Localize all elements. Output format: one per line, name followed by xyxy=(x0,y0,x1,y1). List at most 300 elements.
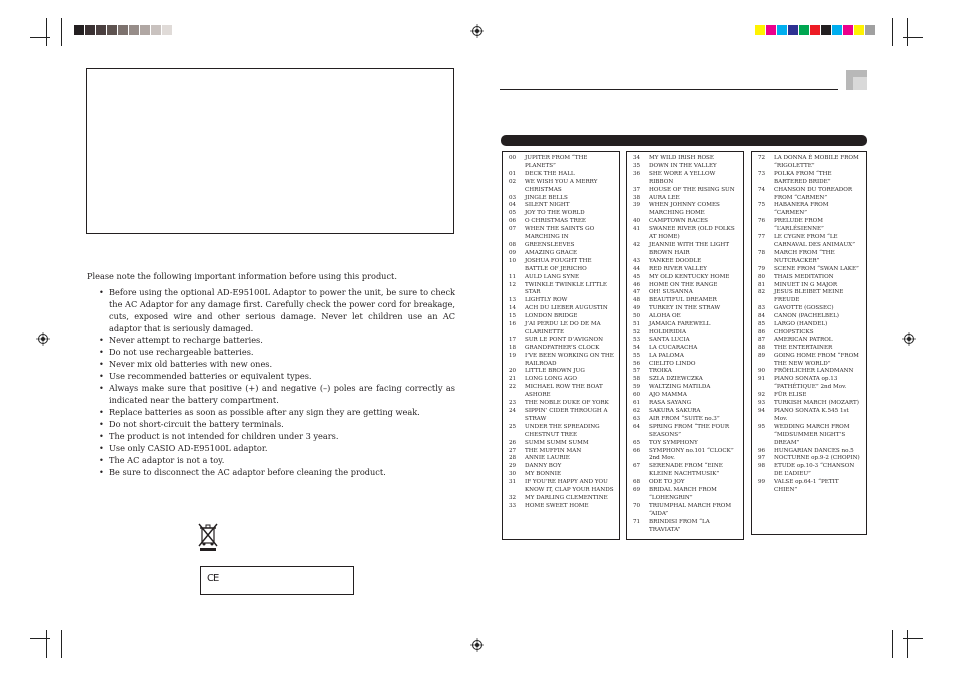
ce-mark-box xyxy=(200,566,354,595)
song-number: 92 xyxy=(758,392,766,399)
song-row xyxy=(627,282,743,290)
song-title: THAIS MEDITATION xyxy=(774,273,834,280)
song-number: 60 xyxy=(633,392,641,399)
song-row xyxy=(627,337,743,345)
song-row xyxy=(503,448,619,456)
song-title: MINUET IN G MAJOR xyxy=(774,281,838,288)
song-row xyxy=(752,250,866,266)
song-row xyxy=(752,289,866,305)
color-swatch xyxy=(843,25,854,35)
song-number: 44 xyxy=(633,265,641,272)
song-row xyxy=(627,353,743,361)
song-number: 00 xyxy=(509,155,517,161)
song-title: CHANSON DU TOREADOR FROM “CARMEN” xyxy=(774,186,853,201)
song-row xyxy=(752,479,866,495)
song-number: 15 xyxy=(509,313,517,320)
song-row xyxy=(752,424,866,448)
notice-item: • Never attempt to recharge batteries. xyxy=(87,334,455,346)
song-number: 76 xyxy=(758,218,766,225)
color-swatch xyxy=(118,25,129,35)
song-number: 31 xyxy=(509,479,517,486)
song-title: RASA SAYANG xyxy=(649,400,692,407)
color-calibration-bar xyxy=(755,25,876,35)
song-row xyxy=(627,503,743,519)
song-title: POLKA FROM “THE BARTERED BRIDE” xyxy=(774,170,832,185)
song-title: HOUSE OF THE RISING SUN xyxy=(649,186,735,193)
song-title: CIELITO LINDO xyxy=(649,360,696,367)
color-swatch xyxy=(129,25,140,35)
song-row xyxy=(503,155,619,171)
song-row xyxy=(627,368,743,376)
song-title: LA PALOMA xyxy=(649,352,684,359)
song-number: 57 xyxy=(633,368,641,375)
song-row xyxy=(752,353,866,369)
song-number: 59 xyxy=(633,384,641,391)
song-list-column-2 xyxy=(626,151,744,540)
blank-content-box xyxy=(86,68,454,234)
song-title: HABANERA FROM “CARMEN” xyxy=(774,202,829,217)
crop-mark xyxy=(903,638,923,639)
song-number: 83 xyxy=(758,305,766,312)
song-row xyxy=(627,345,743,353)
song-number: 27 xyxy=(509,447,517,454)
song-title: JOY TO THE WORLD xyxy=(525,210,585,217)
song-row xyxy=(503,353,619,369)
song-title: GAVOTTE (GOSSEC) xyxy=(774,305,834,312)
song-row xyxy=(627,400,743,408)
song-number: 56 xyxy=(633,360,641,367)
song-title: NOCTURNE op.9-2 (CHOPIN) xyxy=(774,455,860,462)
color-swatch xyxy=(777,25,788,35)
song-number: 01 xyxy=(509,170,517,177)
song-row xyxy=(627,479,743,487)
song-number: 35 xyxy=(633,162,641,169)
song-title: CAMPTOWN RACES xyxy=(649,218,708,225)
song-number: 74 xyxy=(758,186,766,193)
song-title: TURKISH MARCH (MOZART) xyxy=(774,400,859,407)
song-title: MARCH FROM “THE NUTCRACKER” xyxy=(774,249,835,264)
song-row xyxy=(503,195,619,203)
song-title: SYMPHONY no.101 “CLOCK” 2nd Mov. xyxy=(649,447,734,462)
song-title: JOSHUA FOUGHT THE BATTLE OF JERICHO xyxy=(525,257,592,272)
song-row xyxy=(627,384,743,392)
song-row xyxy=(627,416,743,424)
song-number: 06 xyxy=(509,218,517,225)
song-row xyxy=(752,234,866,250)
song-title: VALSE op.64-1 “PETIT CHIEN” xyxy=(774,479,839,494)
song-row xyxy=(503,400,619,408)
song-row xyxy=(503,337,619,345)
crop-mark xyxy=(46,630,47,658)
song-number: 75 xyxy=(758,202,766,209)
song-list-column-3 xyxy=(751,151,867,535)
song-number: 45 xyxy=(633,273,641,280)
song-row xyxy=(752,408,866,424)
song-row xyxy=(627,487,743,503)
song-title: MY OLD KENTUCKY HOME xyxy=(649,273,730,280)
song-row xyxy=(752,218,866,234)
song-row xyxy=(627,242,743,258)
song-row xyxy=(752,155,866,171)
song-title: SERENADE FROM “EINE KLEINE NACHTMUSIK” xyxy=(649,463,723,478)
song-title: AMERICAN PATROL xyxy=(774,336,833,343)
song-title: AJO MAMMA xyxy=(649,392,687,399)
song-title: SANTA LUCIA xyxy=(649,336,690,343)
song-number: 03 xyxy=(509,194,517,201)
song-title: MY WILD IRISH ROSE xyxy=(649,155,714,161)
song-row xyxy=(503,463,619,471)
song-number: 41 xyxy=(633,226,641,233)
song-title: CANON (PACHELBEL) xyxy=(774,313,839,320)
song-number: 61 xyxy=(633,400,641,407)
crop-mark xyxy=(30,638,50,639)
song-number: 50 xyxy=(633,313,641,320)
song-row xyxy=(503,305,619,313)
song-row xyxy=(627,266,743,274)
song-row xyxy=(627,463,743,479)
song-row xyxy=(503,440,619,448)
song-row xyxy=(503,313,619,321)
song-number: 78 xyxy=(758,249,766,256)
song-title: WHEN JOHNNY COMES MARCHING HOME xyxy=(649,202,720,217)
song-row xyxy=(752,305,866,313)
song-number: 43 xyxy=(633,257,641,264)
song-number: 79 xyxy=(758,265,766,272)
song-number: 16 xyxy=(509,321,517,328)
song-number: 37 xyxy=(633,186,641,193)
song-row xyxy=(627,274,743,282)
song-row xyxy=(627,408,743,416)
song-row xyxy=(627,297,743,305)
song-row xyxy=(752,368,866,376)
song-title: THE MUFFIN MAN xyxy=(525,447,582,454)
color-swatch xyxy=(865,25,876,35)
song-row xyxy=(503,479,619,495)
song-title: LITTLE BROWN JUG xyxy=(525,368,585,375)
crop-mark xyxy=(46,18,47,46)
song-row xyxy=(503,495,619,503)
song-title: SILENT NIGHT xyxy=(525,202,570,209)
song-title: LARGO (HANDEL) xyxy=(774,321,828,328)
song-row xyxy=(503,250,619,258)
song-title: YANKEE DOODLE xyxy=(649,257,702,264)
notice-item: • Use recommended batteries or equivalent types. xyxy=(87,370,455,382)
song-row xyxy=(752,345,866,353)
song-row xyxy=(503,179,619,195)
song-number: 19 xyxy=(509,352,517,359)
song-title: DANNY BOY xyxy=(525,463,562,470)
song-row xyxy=(627,171,743,187)
song-number: 39 xyxy=(633,202,641,209)
song-title: SPRING FROM “THE FOUR SEASONS” xyxy=(649,423,730,438)
song-number: 70 xyxy=(633,502,641,509)
song-row xyxy=(503,202,619,210)
song-number: 89 xyxy=(758,352,766,359)
song-title: PIANO SONATA K.545 1st Mov. xyxy=(774,408,849,422)
color-swatch xyxy=(799,25,810,35)
song-number: 69 xyxy=(633,487,641,494)
song-title: BRIDAL MARCH FROM “LOHENGRIN” xyxy=(649,487,717,501)
song-row xyxy=(752,266,866,274)
song-title: LA CUCARACHA xyxy=(649,344,698,351)
song-row xyxy=(503,297,619,305)
song-number: 26 xyxy=(509,439,517,446)
notice-item: • Use only CASIO AD-E95100L adaptor. xyxy=(87,442,455,454)
notice-item: • Do not short-circuit the battery terminals. xyxy=(87,418,455,430)
song-number: 58 xyxy=(633,376,641,383)
song-row xyxy=(503,455,619,463)
song-number: 07 xyxy=(509,226,517,233)
notice-intro: Please note the following important information before using this product. xyxy=(87,271,397,281)
song-row xyxy=(752,400,866,408)
song-row xyxy=(627,258,743,266)
color-swatch xyxy=(151,25,162,35)
song-title: WALTZING MATILDA xyxy=(649,384,711,391)
song-title: ODE TO JOY xyxy=(649,479,685,486)
song-row xyxy=(503,471,619,479)
song-number: 36 xyxy=(633,170,641,177)
song-row xyxy=(503,503,619,511)
song-number: 34 xyxy=(633,155,641,161)
song-title: GOING HOME FROM “FROM THE NEW WORLD” xyxy=(774,352,859,367)
song-row xyxy=(627,289,743,297)
song-title: TOY SYMPHONY xyxy=(649,439,698,446)
song-title: MICHAEL ROW THE BOAT ASHORE xyxy=(525,384,603,399)
song-title: TROIKA xyxy=(649,368,672,375)
song-title: IF YOU’RE HAPPY AND YOU KNOW IT, CLAP YOUR HANDS xyxy=(525,479,614,494)
song-row xyxy=(503,408,619,424)
ce-mark: CE xyxy=(207,573,219,584)
song-title: HUNGARIAN DANCES no.5 xyxy=(774,447,854,454)
crossed-out-wheelie-bin-icon xyxy=(197,522,219,552)
song-number: 97 xyxy=(758,455,766,462)
song-title: LE CYGNE FROM “LE CARNAVAL DES ANIMAUX” xyxy=(774,234,856,248)
song-number: 12 xyxy=(509,281,517,288)
song-title: THE ENTERTAINER xyxy=(774,344,833,351)
song-title: PRELUDE FROM “L’ARLÉSIENNE” xyxy=(774,218,824,233)
song-number: 71 xyxy=(633,518,641,525)
song-row xyxy=(627,376,743,384)
song-number: 65 xyxy=(633,439,641,446)
song-title: DOWN IN THE VALLEY xyxy=(649,162,717,169)
song-title: SCENE FROM “SWAN LAKE” xyxy=(774,265,859,272)
song-title: GRANDFATHER’S CLOCK xyxy=(525,344,600,351)
notice-item: • Before using the optional AD-E95100L Adaptor to power the unit, be sure to check the AC Adaptor for any damage first. Carefully check the power cord for breakage, cuts, exposed wire and other serious damage. Never let children use an AC adaptor that is seriously damaged. xyxy=(87,286,455,334)
song-title: PIANO SONATA op.13 “PATHÉTIQUE” 2nd Mov. xyxy=(774,376,847,391)
song-title: LA DONNA È MOBILE FROM “RIGOLETTE” xyxy=(774,155,859,169)
song-title: O CHRISTMAS TREE xyxy=(525,218,586,225)
song-row xyxy=(752,337,866,345)
song-title: ACH DU LIEBER AUGUSTIN xyxy=(525,305,608,312)
song-row xyxy=(752,392,866,400)
registration-target-icon xyxy=(470,24,484,38)
song-title: WE WISH YOU A MERRY CHRISTMAS xyxy=(525,178,598,193)
song-row xyxy=(627,329,743,337)
song-title: JINGLE BELLS xyxy=(525,194,568,201)
song-title: JAMAICA FAREWELL xyxy=(649,321,711,328)
song-row xyxy=(627,163,743,171)
song-title: FÜR ELISE xyxy=(774,392,807,399)
song-number: 86 xyxy=(758,328,766,335)
song-row xyxy=(503,321,619,337)
song-title: BRINDISI FROM “LA TRAVIATA” xyxy=(649,518,710,533)
song-number: 23 xyxy=(509,400,517,407)
song-number: 49 xyxy=(633,305,641,312)
song-row xyxy=(752,376,866,392)
song-number: 85 xyxy=(758,321,766,328)
song-number: 24 xyxy=(509,408,517,414)
notice-item: • The product is not intended for children under 3 years. xyxy=(87,430,455,442)
song-title: THE NOBLE DUKE OF YORK xyxy=(525,400,609,407)
song-row xyxy=(503,258,619,274)
notice-list xyxy=(87,286,455,478)
song-number: 46 xyxy=(633,281,641,288)
song-number: 28 xyxy=(509,455,517,462)
song-number: 98 xyxy=(758,463,766,470)
song-row xyxy=(752,463,866,479)
color-swatch xyxy=(74,25,85,35)
song-row xyxy=(752,321,866,329)
song-row xyxy=(503,384,619,400)
color-swatch xyxy=(854,25,865,35)
song-title: WEDDING MARCH FROM “MIDSUMMER NIGHT’S DREAM” xyxy=(774,423,850,446)
song-row xyxy=(627,392,743,400)
song-row xyxy=(627,187,743,195)
song-title: FRÖHLICHER LANDMANN xyxy=(774,368,854,375)
song-number: 99 xyxy=(758,479,766,486)
song-title: HOLDIRIDIA xyxy=(649,328,687,335)
song-row xyxy=(627,424,743,440)
song-number: 51 xyxy=(633,321,641,328)
registration-target-icon xyxy=(902,332,916,346)
crop-mark xyxy=(892,630,893,658)
song-title: J’AI PERDU LE DO DE MA CLARINETTE xyxy=(525,321,601,335)
song-row xyxy=(503,218,619,226)
song-title: CHOPSTICKS xyxy=(774,328,814,335)
song-title: SIPPIN’ CIDER THROUGH A STRAW xyxy=(525,408,608,422)
notice-item: • The AC adaptor is not a toy. xyxy=(87,454,455,466)
song-number: 52 xyxy=(633,328,641,335)
song-number: 62 xyxy=(633,408,641,414)
song-title: DECK THE HALL xyxy=(525,170,575,177)
song-row xyxy=(503,376,619,384)
song-row xyxy=(627,202,743,218)
crop-mark xyxy=(30,37,50,38)
song-row xyxy=(627,155,743,163)
song-row xyxy=(627,448,743,464)
song-number: 02 xyxy=(509,178,517,185)
song-number: 42 xyxy=(633,241,641,248)
song-title: LONDON BRIDGE xyxy=(525,313,578,320)
color-swatch xyxy=(96,25,107,35)
color-swatch xyxy=(162,25,173,35)
song-number: 18 xyxy=(509,344,517,351)
song-number: 04 xyxy=(509,202,517,209)
song-title: TURKEY IN THE STRAW xyxy=(649,305,721,312)
song-number: 55 xyxy=(633,352,641,359)
song-number: 93 xyxy=(758,400,766,407)
song-number: 21 xyxy=(509,376,517,383)
song-title: ETUDE op.10-3 “CHANSON DE L’ADIEU” xyxy=(774,463,855,478)
song-title: JEANNIE WITH THE LIGHT BROWN HAIR xyxy=(649,241,730,256)
song-number: 54 xyxy=(633,344,641,351)
color-swatch xyxy=(107,25,118,35)
song-title: AURA LEE xyxy=(649,194,680,201)
crop-mark xyxy=(907,18,908,46)
song-number: 68 xyxy=(633,479,641,486)
song-number: 84 xyxy=(758,313,766,320)
song-row xyxy=(752,329,866,337)
song-title: SWANEE RIVER (OLD FOLKS AT HOME) xyxy=(649,226,735,241)
song-row xyxy=(503,368,619,376)
song-number: 38 xyxy=(633,194,641,201)
song-number: 25 xyxy=(509,423,517,430)
song-row xyxy=(503,226,619,242)
song-row xyxy=(752,187,866,203)
song-list-column-1 xyxy=(502,151,620,540)
crop-mark xyxy=(892,18,893,46)
song-title: HOME SWEET HOME xyxy=(525,502,589,509)
song-number: 96 xyxy=(758,447,766,454)
song-number: 53 xyxy=(633,336,641,343)
song-row xyxy=(752,171,866,187)
notice-item: • Never mix old batteries with new ones. xyxy=(87,358,455,370)
safety-notice xyxy=(87,270,455,478)
song-number: 72 xyxy=(758,155,766,161)
color-swatch xyxy=(766,25,777,35)
notice-item: • Do not use rechargeable batteries. xyxy=(87,346,455,358)
song-number: 08 xyxy=(509,241,517,248)
song-number: 82 xyxy=(758,289,766,296)
song-title: TWINKLE TWINKLE LITTLE STAR xyxy=(525,281,607,296)
song-title: AULD LANG SYNE xyxy=(525,273,580,280)
song-row xyxy=(503,345,619,353)
song-number: 40 xyxy=(633,218,641,225)
song-number: 87 xyxy=(758,336,766,343)
song-row xyxy=(752,282,866,290)
song-title: BEAUTIFUL DREAMER xyxy=(649,297,717,304)
song-row xyxy=(627,305,743,313)
song-title: SAKURA SAKURA xyxy=(649,408,701,414)
notice-item: • Replace batteries as soon as possible after any sign they are getting weak. xyxy=(87,406,455,418)
crop-mark xyxy=(903,37,923,38)
song-row xyxy=(752,202,866,218)
song-row xyxy=(752,274,866,282)
registration-target-icon xyxy=(36,332,50,346)
section-heading-bar xyxy=(501,135,867,146)
song-row xyxy=(503,171,619,179)
song-number: 94 xyxy=(758,408,766,414)
song-number: 17 xyxy=(509,336,517,343)
song-row xyxy=(503,282,619,298)
song-number: 05 xyxy=(509,210,517,217)
song-title: OH! SUSANNA xyxy=(649,289,693,296)
song-title: SUR LE PONT D’AVIGNON xyxy=(525,336,603,343)
song-number: 81 xyxy=(758,281,766,288)
song-row xyxy=(627,226,743,242)
song-number: 47 xyxy=(633,289,641,296)
crop-mark xyxy=(907,630,908,658)
song-number: 66 xyxy=(633,447,641,454)
song-title: WHEN THE SAINTS GO MARCHING IN xyxy=(525,226,595,241)
song-title: RED RIVER VALLEY xyxy=(649,265,707,272)
song-number: 33 xyxy=(509,502,517,509)
song-number: 09 xyxy=(509,249,517,256)
grayscale-calibration-bar xyxy=(74,25,173,35)
song-title: TRIUMPHAL MARCH FROM “AIDA” xyxy=(649,502,732,517)
song-number: 80 xyxy=(758,273,766,280)
song-number: 11 xyxy=(509,273,517,280)
